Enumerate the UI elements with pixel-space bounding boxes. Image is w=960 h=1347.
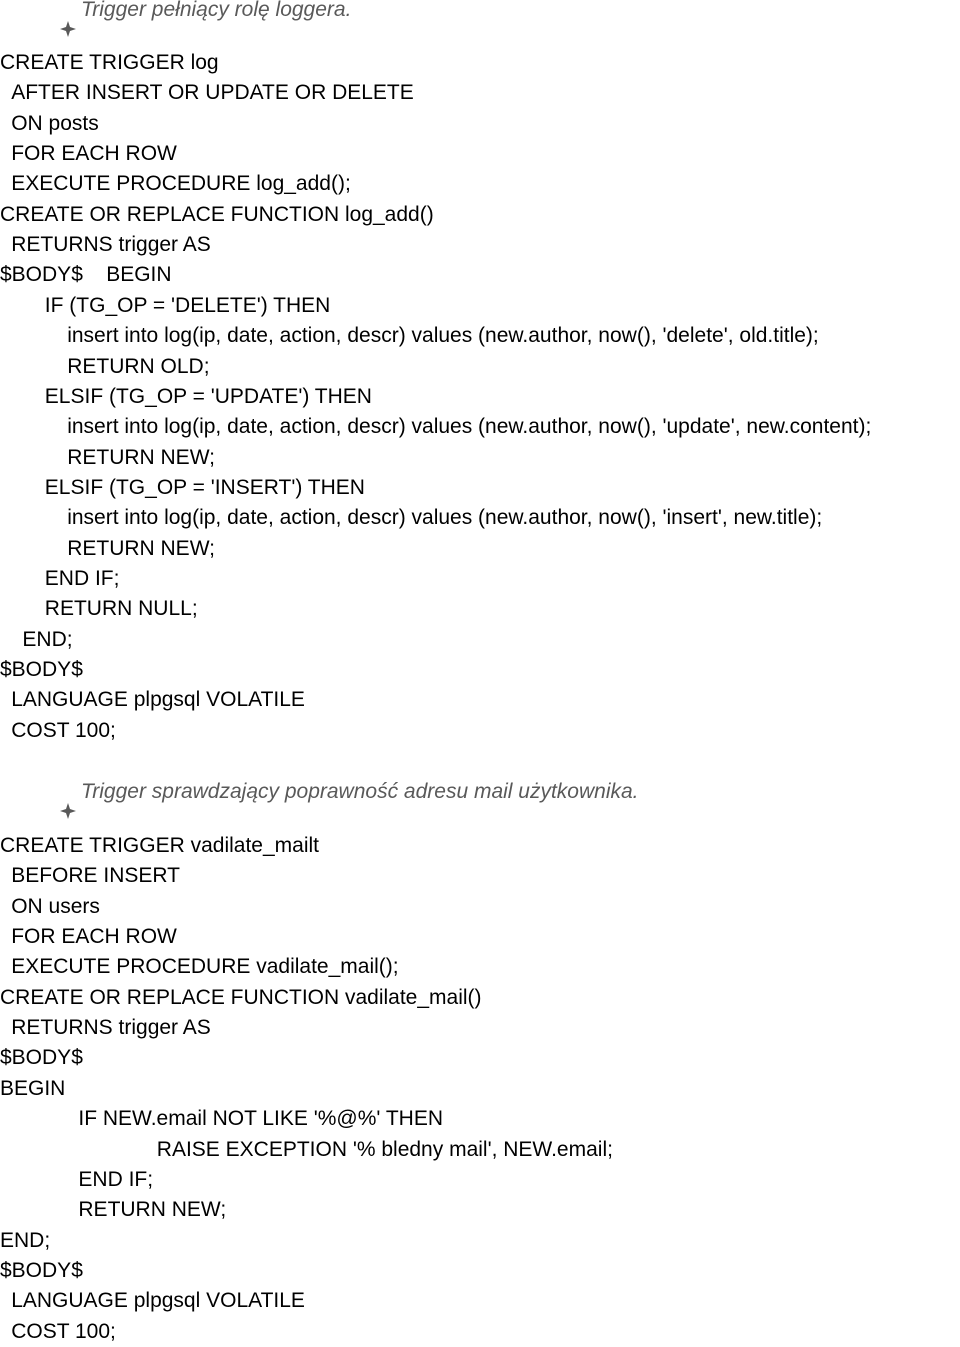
code-line: RETURN NEW; <box>67 445 215 469</box>
code-line: EXECUTE PROCEDURE log_add(); <box>11 172 351 196</box>
code-line: $BODY$ <box>0 1046 83 1070</box>
code-line: RETURN OLD; <box>67 354 210 378</box>
code-line: $BODY$ <box>0 1258 83 1282</box>
code-line: RETURN NEW; <box>78 1198 227 1222</box>
code-line: AFTER INSERT OR UPDATE OR DELETE <box>11 81 414 105</box>
code-line: $BODY$ BEGIN <box>0 263 172 287</box>
diamond-bullet-icon <box>40 784 58 802</box>
code-line: CREATE OR REPLACE FUNCTION vadilate_mail() <box>0 985 482 1009</box>
code-line: END IF; <box>44 566 120 590</box>
code-line: FOR EACH ROW <box>11 925 177 949</box>
code-line: CREATE TRIGGER log <box>0 51 219 74</box>
code-line: RAISE EXCEPTION '% bledny mail', NEW.email; <box>156 1137 613 1161</box>
code-line: IF NEW.email NOT LIKE '%@%' THEN <box>78 1107 444 1131</box>
code-line: insert into log(ip, date, action, descr) values (new.author, now(), 'delete', old.title); <box>67 324 819 348</box>
code-line: ELSIF (TG_OP = 'INSERT') THEN <box>44 475 365 499</box>
code-line: END IF; <box>78 1167 154 1191</box>
code-line: ON users <box>11 894 100 918</box>
code-line: insert into log(ip, date, action, descr) values (new.author, now(), 'update', new.content); <box>67 415 872 439</box>
code-line: insert into log(ip, date, action, descr) values (new.author, now(), 'insert', new.title); <box>67 506 823 530</box>
code-line: END; <box>0 1228 51 1252</box>
code-line: RETURN NULL; <box>44 597 198 621</box>
section-heading-text: Trigger pełniący rolę loggera. <box>81 0 352 21</box>
code-line: LANGUAGE plpgsql VOLATILE <box>11 688 305 712</box>
code-line: RETURNS trigger AS <box>11 233 211 257</box>
code-line: COST 100; <box>11 1319 116 1343</box>
code-line: BEGIN <box>0 1076 66 1100</box>
code-line: LANGUAGE plpgsql VOLATILE <box>11 1289 305 1313</box>
code-line: FOR EACH ROW <box>11 142 177 166</box>
code-line: RETURNS trigger AS <box>11 1016 211 1040</box>
code-line: END; <box>22 627 73 651</box>
code-line: $BODY$ <box>0 658 83 681</box>
code-line: ON posts <box>11 111 99 135</box>
diamond-bullet-icon <box>40 2 58 20</box>
code-line: EXECUTE PROCEDURE vadilate_mail(); <box>11 955 399 979</box>
section-heading-text: Trigger sprawdzający poprawność adresu mail użytkownika. <box>81 780 639 803</box>
code-line: CREATE TRIGGER vadilate_mailt <box>0 834 319 857</box>
code-line: CREATE OR REPLACE FUNCTION log_add() <box>0 202 434 226</box>
code-line: ELSIF (TG_OP = 'UPDATE') THEN <box>44 384 372 408</box>
code-line: RETURN NEW; <box>67 536 215 560</box>
code-line: COST 100; <box>11 718 116 742</box>
code-line: IF (TG_OP = 'DELETE') THEN <box>44 293 331 317</box>
code-line: BEFORE INSERT <box>11 864 180 888</box>
